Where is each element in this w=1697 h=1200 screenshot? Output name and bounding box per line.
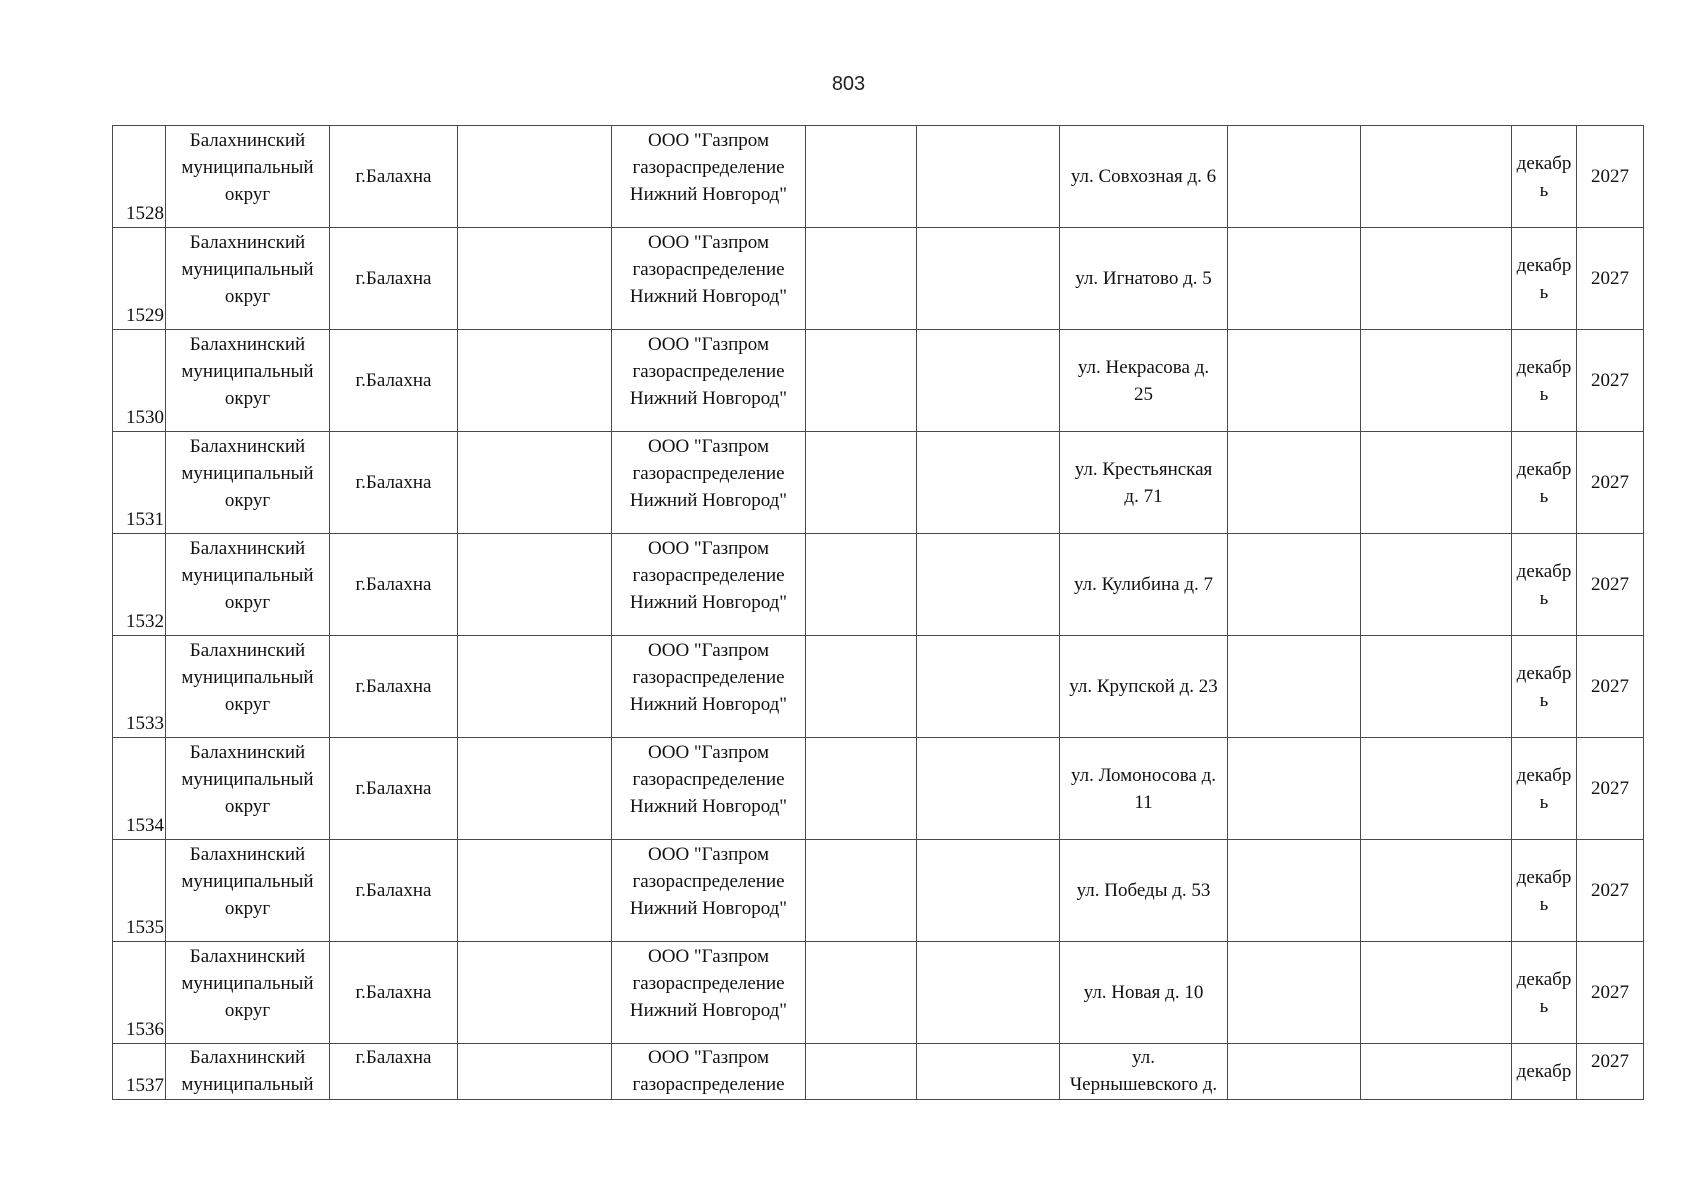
locality: г.Балахна xyxy=(355,370,432,391)
row-number: 1529 xyxy=(126,305,164,326)
year-cell xyxy=(1577,840,1644,942)
org-line: Нижний Новгород" xyxy=(629,1000,788,1021)
month-cell xyxy=(1512,636,1577,738)
empty-cell xyxy=(806,636,917,738)
org-line: Нижний Новгород" xyxy=(629,490,788,511)
empty-cell xyxy=(1361,942,1512,1044)
month-line: декабр xyxy=(1516,968,1572,990)
empty-cell xyxy=(458,126,612,228)
district-cell xyxy=(166,330,330,432)
empty-cell xyxy=(1361,738,1512,840)
district-line: Балахнинский xyxy=(189,538,306,559)
empty-cell xyxy=(806,840,917,942)
table-row xyxy=(113,942,1644,1044)
year: 2027 xyxy=(1591,1051,1629,1072)
organization-cell xyxy=(612,942,806,1044)
empty-cell xyxy=(458,228,612,330)
empty-cell xyxy=(917,228,1060,330)
table-row xyxy=(113,330,1644,432)
page-number: 803 xyxy=(831,73,866,95)
address-cell xyxy=(1060,228,1228,330)
year: 2027 xyxy=(1591,268,1629,289)
row-number-cell xyxy=(113,534,166,636)
empty-cell xyxy=(806,330,917,432)
table-row xyxy=(113,636,1644,738)
org-line: ООО "Газпром xyxy=(648,742,769,763)
address-cell xyxy=(1060,126,1228,228)
district-line: округ xyxy=(224,1000,271,1021)
month-line: декабр xyxy=(1516,764,1572,786)
org-line: Нижний Новгород" xyxy=(629,388,788,409)
row-number: 1533 xyxy=(126,713,164,734)
locality-cell xyxy=(330,330,458,432)
empty-cell xyxy=(458,534,612,636)
gasification-table xyxy=(112,125,1644,1100)
table-row xyxy=(113,228,1644,330)
district-line: муниципальный xyxy=(181,463,314,484)
empty-cell xyxy=(917,534,1060,636)
month-line: декабр xyxy=(1516,356,1572,378)
org-line: ООО "Газпром xyxy=(648,1047,769,1068)
address-cell xyxy=(1060,942,1228,1044)
month-cell xyxy=(1512,126,1577,228)
address-cell xyxy=(1060,330,1228,432)
empty-cell xyxy=(1228,1044,1361,1100)
district-cell xyxy=(166,636,330,738)
table-row xyxy=(113,126,1644,228)
locality: г.Балахна xyxy=(355,982,432,1003)
row-number: 1537 xyxy=(126,1075,164,1096)
organization-cell xyxy=(612,636,806,738)
address-line: ул. Некрасова д. xyxy=(1077,356,1210,378)
locality: г.Балахна xyxy=(355,676,432,697)
month-line: ь xyxy=(1539,179,1549,201)
row-number-cell xyxy=(113,942,166,1044)
district-line: муниципальный xyxy=(181,667,314,688)
district-line: муниципальный xyxy=(181,1074,314,1095)
district-line: округ xyxy=(224,796,271,817)
empty-cell xyxy=(458,432,612,534)
locality-cell xyxy=(330,942,458,1044)
row-number: 1536 xyxy=(126,1019,164,1040)
district-cell xyxy=(166,840,330,942)
empty-cell xyxy=(1361,636,1512,738)
year-cell xyxy=(1577,942,1644,1044)
empty-cell xyxy=(806,126,917,228)
address-cell xyxy=(1060,432,1228,534)
address-line: ул. Победы д. 53 xyxy=(1076,880,1211,901)
district-cell xyxy=(166,1044,330,1100)
org-line: ООО "Газпром xyxy=(648,334,769,355)
locality: г.Балахна xyxy=(355,472,432,493)
year-cell xyxy=(1577,126,1644,228)
district-line: округ xyxy=(224,898,271,919)
address-cell xyxy=(1060,534,1228,636)
year: 2027 xyxy=(1591,778,1629,799)
empty-cell xyxy=(1228,228,1361,330)
month-line: ь xyxy=(1539,587,1549,609)
row-number-cell xyxy=(113,738,166,840)
district-line: муниципальный xyxy=(181,871,314,892)
month-line: декабр xyxy=(1516,254,1572,276)
district-line: округ xyxy=(224,184,271,205)
org-line: ООО "Газпром xyxy=(648,640,769,661)
locality: г.Балахна xyxy=(355,778,432,799)
month-cell xyxy=(1512,534,1577,636)
empty-cell xyxy=(1228,126,1361,228)
empty-cell xyxy=(917,330,1060,432)
org-line: Нижний Новгород" xyxy=(629,796,788,817)
district-line: муниципальный xyxy=(181,361,314,382)
empty-cell xyxy=(1361,330,1512,432)
organization-cell xyxy=(612,738,806,840)
empty-cell xyxy=(458,738,612,840)
year-cell xyxy=(1577,534,1644,636)
empty-cell xyxy=(917,432,1060,534)
year-cell xyxy=(1577,636,1644,738)
empty-cell xyxy=(1228,534,1361,636)
month-line: ь xyxy=(1539,383,1549,405)
month-line: декабр xyxy=(1516,1061,1572,1082)
month-line: декабр xyxy=(1516,662,1572,684)
org-line: газораспределение xyxy=(632,463,785,484)
row-number-cell xyxy=(113,330,166,432)
table-row xyxy=(113,738,1644,840)
month-line: ь xyxy=(1539,689,1549,711)
organization-cell xyxy=(612,534,806,636)
organization-cell xyxy=(612,330,806,432)
org-line: Нижний Новгород" xyxy=(629,898,788,919)
locality-cell xyxy=(330,126,458,228)
empty-cell xyxy=(1228,840,1361,942)
row-number-cell xyxy=(113,432,166,534)
org-line: Нижний Новгород" xyxy=(629,694,788,715)
district-line: округ xyxy=(224,592,271,613)
address-line: ул. Ломоносова д. xyxy=(1070,764,1217,786)
locality-cell xyxy=(330,432,458,534)
row-number: 1530 xyxy=(126,407,164,428)
year-cell xyxy=(1577,738,1644,840)
empty-cell xyxy=(917,1044,1060,1100)
district-line: муниципальный xyxy=(181,973,314,994)
month-cell xyxy=(1512,942,1577,1044)
locality: г.Балахна xyxy=(355,268,432,289)
empty-cell xyxy=(458,840,612,942)
org-line: газораспределение xyxy=(632,259,785,280)
row-number-cell xyxy=(113,840,166,942)
empty-cell xyxy=(458,330,612,432)
locality-cell xyxy=(330,228,458,330)
empty-cell xyxy=(1361,534,1512,636)
address-cell xyxy=(1060,1044,1228,1100)
district-line: муниципальный xyxy=(181,259,314,280)
locality-cell xyxy=(330,534,458,636)
org-line: ООО "Газпром xyxy=(648,946,769,967)
year: 2027 xyxy=(1591,472,1629,493)
row-number-cell xyxy=(113,126,166,228)
address-line: ул. Игнатово д. 5 xyxy=(1075,268,1212,289)
year-cell xyxy=(1577,330,1644,432)
row-number: 1535 xyxy=(126,917,164,938)
month-line: декабр xyxy=(1516,152,1572,174)
district-cell xyxy=(166,942,330,1044)
row-number-cell xyxy=(113,1044,166,1100)
address-line: ул. xyxy=(1132,1047,1155,1068)
year: 2027 xyxy=(1591,166,1629,187)
organization-cell xyxy=(612,126,806,228)
district-line: Балахнинский xyxy=(189,130,306,151)
empty-cell xyxy=(917,942,1060,1044)
month-cell xyxy=(1512,330,1577,432)
row-number: 1531 xyxy=(126,509,164,530)
empty-cell xyxy=(1228,432,1361,534)
month-line: декабр xyxy=(1516,560,1572,582)
district-line: округ xyxy=(224,490,271,511)
empty-cell xyxy=(1361,126,1512,228)
locality: г.Балахна xyxy=(355,1047,432,1068)
locality-cell xyxy=(330,636,458,738)
org-line: Нижний Новгород" xyxy=(629,592,788,613)
month-cell xyxy=(1512,840,1577,942)
month-cell xyxy=(1512,228,1577,330)
district-line: Балахнинский xyxy=(189,946,306,967)
organization-cell xyxy=(612,432,806,534)
district-line: Балахнинский xyxy=(189,742,306,763)
district-line: муниципальный xyxy=(181,769,314,790)
locality: г.Балахна xyxy=(355,574,432,595)
locality: г.Балахна xyxy=(355,880,432,901)
empty-cell xyxy=(917,126,1060,228)
month-cell xyxy=(1512,738,1577,840)
district-line: Балахнинский xyxy=(189,334,306,355)
org-line: Нижний Новгород" xyxy=(629,286,788,307)
address-cell xyxy=(1060,738,1228,840)
empty-cell xyxy=(917,636,1060,738)
district-line: Балахнинский xyxy=(189,232,306,253)
empty-cell xyxy=(917,840,1060,942)
empty-cell xyxy=(806,534,917,636)
empty-cell xyxy=(458,1044,612,1100)
district-line: округ xyxy=(224,388,271,409)
organization-cell xyxy=(612,228,806,330)
year-cell xyxy=(1577,228,1644,330)
locality-cell xyxy=(330,840,458,942)
empty-cell xyxy=(1361,228,1512,330)
empty-cell xyxy=(806,942,917,1044)
org-line: ООО "Газпром xyxy=(648,232,769,253)
year: 2027 xyxy=(1591,982,1629,1003)
empty-cell xyxy=(1361,1044,1512,1100)
address-line: ул. Кулибина д. 7 xyxy=(1073,574,1214,595)
address-line: д. 71 xyxy=(1124,485,1163,507)
month-line: декабр xyxy=(1516,866,1572,888)
row-number: 1532 xyxy=(126,611,164,632)
address-line: 11 xyxy=(1134,791,1153,813)
table-row xyxy=(113,1044,1644,1100)
month-cell xyxy=(1512,1044,1577,1100)
organization-cell xyxy=(612,840,806,942)
month-line: ь xyxy=(1539,995,1549,1017)
empty-cell xyxy=(1228,330,1361,432)
year: 2027 xyxy=(1591,676,1629,697)
org-line: ООО "Газпром xyxy=(648,130,769,151)
org-line: газораспределение xyxy=(632,973,785,994)
table-row xyxy=(113,432,1644,534)
locality-cell xyxy=(330,738,458,840)
organization-cell xyxy=(612,1044,806,1100)
year-cell xyxy=(1577,1044,1644,1100)
district-line: Балахнинский xyxy=(189,436,306,457)
month-line: ь xyxy=(1539,791,1549,813)
org-line: ООО "Газпром xyxy=(648,844,769,865)
empty-cell xyxy=(806,228,917,330)
empty-cell xyxy=(1228,942,1361,1044)
empty-cell xyxy=(1361,432,1512,534)
row-number-cell xyxy=(113,228,166,330)
month-line: ь xyxy=(1539,485,1549,507)
address-cell xyxy=(1060,840,1228,942)
address-line: Чернышевского д. xyxy=(1069,1074,1218,1095)
address-cell xyxy=(1060,636,1228,738)
year: 2027 xyxy=(1591,574,1629,595)
row-number: 1528 xyxy=(126,203,164,224)
empty-cell xyxy=(1228,636,1361,738)
month-cell xyxy=(1512,432,1577,534)
org-line: газораспределение xyxy=(632,157,785,178)
address-line: ул. Крупской д. 23 xyxy=(1069,676,1218,697)
year-cell xyxy=(1577,432,1644,534)
empty-cell xyxy=(917,738,1060,840)
district-cell xyxy=(166,126,330,228)
district-line: муниципальный xyxy=(181,565,314,586)
empty-cell xyxy=(806,432,917,534)
table-row xyxy=(113,840,1644,942)
month-line: декабр xyxy=(1516,458,1572,480)
month-line: ь xyxy=(1539,281,1549,303)
row-number-cell xyxy=(113,636,166,738)
district-line: муниципальный xyxy=(181,157,314,178)
empty-cell xyxy=(1228,738,1361,840)
empty-cell xyxy=(806,1044,917,1100)
district-line: округ xyxy=(224,286,271,307)
district-line: Балахнинский xyxy=(189,844,306,865)
org-line: газораспределение xyxy=(632,769,785,790)
locality: г.Балахна xyxy=(355,166,432,187)
org-line: газораспределение xyxy=(632,565,785,586)
org-line: ООО "Газпром xyxy=(648,436,769,457)
address-line: ул. Совхозная д. 6 xyxy=(1070,166,1217,187)
year: 2027 xyxy=(1591,370,1629,391)
empty-cell xyxy=(458,636,612,738)
district-line: Балахнинский xyxy=(189,640,306,661)
district-line: округ xyxy=(224,694,271,715)
address-line: ул. Новая д. 10 xyxy=(1083,982,1204,1003)
month-line: ь xyxy=(1539,893,1549,915)
district-cell xyxy=(166,432,330,534)
address-line: 25 xyxy=(1134,383,1153,405)
year: 2027 xyxy=(1591,880,1629,901)
org-line: газораспределение xyxy=(632,1074,785,1095)
district-cell xyxy=(166,534,330,636)
address-line: ул. Крестьянская xyxy=(1074,458,1213,480)
row-number: 1534 xyxy=(126,815,164,836)
district-cell xyxy=(166,738,330,840)
empty-cell xyxy=(458,942,612,1044)
org-line: газораспределение xyxy=(632,361,785,382)
org-line: газораспределение xyxy=(632,871,785,892)
district-cell xyxy=(166,228,330,330)
empty-cell xyxy=(806,738,917,840)
table-row xyxy=(113,534,1644,636)
org-line: Нижний Новгород" xyxy=(629,184,788,205)
district-line: Балахнинский xyxy=(189,1047,306,1068)
locality-cell xyxy=(330,1044,458,1100)
org-line: газораспределение xyxy=(632,667,785,688)
empty-cell xyxy=(1361,840,1512,942)
org-line: ООО "Газпром xyxy=(648,538,769,559)
